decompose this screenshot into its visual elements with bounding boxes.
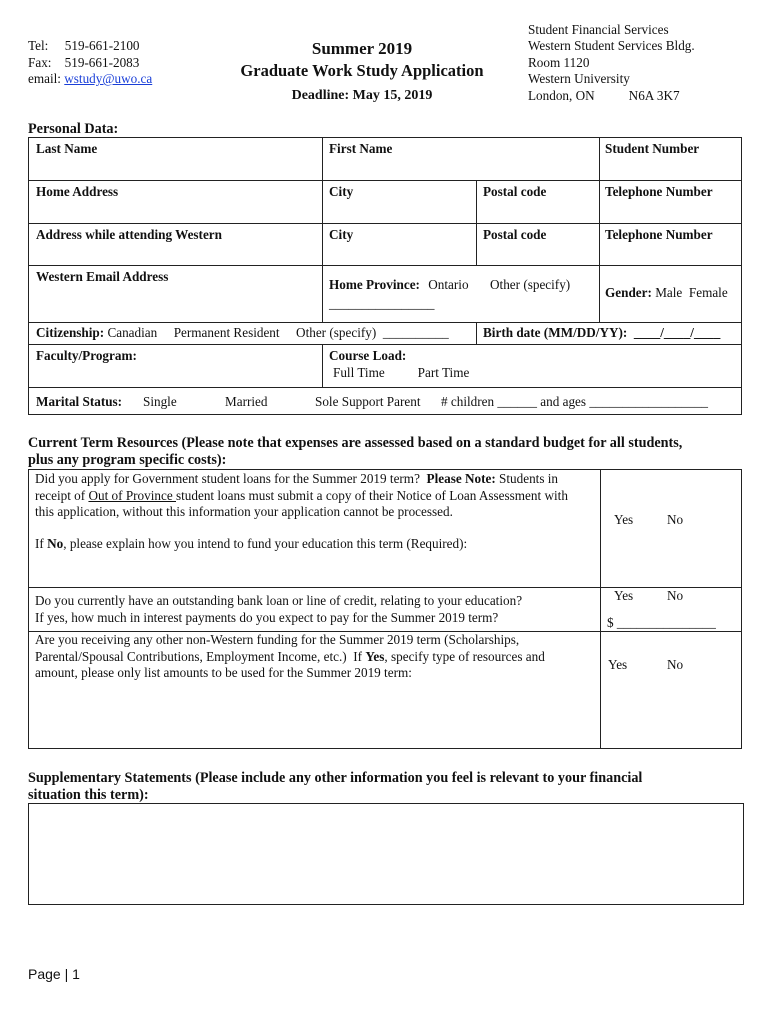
first-name-field[interactable] [328, 158, 594, 176]
address-postal: N6A 3K7 [628, 87, 680, 103]
col-divider [476, 180, 477, 265]
contact-block [28, 38, 152, 88]
address-line-4: Western University [528, 71, 630, 87]
q2-text [35, 593, 522, 626]
q1-please-note: Please Note: [426, 471, 496, 486]
last-name-field[interactable] [34, 158, 318, 176]
row-divider [28, 322, 742, 323]
q1-out-of-province: Out of Province [88, 487, 176, 503]
resources-heading-line-2: plus any program specific costs): [28, 452, 227, 468]
q1-no-option[interactable]: No [667, 512, 684, 527]
western-postal-label: Postal code [483, 227, 547, 242]
student-number-label: Student Number [605, 141, 700, 156]
home-province-label: Home Province: [329, 277, 420, 292]
western-phone-field[interactable] [604, 244, 736, 262]
form-title-block [222, 38, 502, 106]
email-line [28, 71, 152, 88]
q3-text [35, 632, 545, 682]
last-name-label: Last Name [36, 141, 98, 156]
q1-if-no-bold: No [47, 536, 64, 551]
page-number: Page | 1 [28, 966, 80, 982]
q3-no-option[interactable]: No [667, 657, 684, 672]
col-divider [322, 344, 323, 387]
supplementary-heading [28, 770, 748, 804]
col-divider [600, 469, 601, 749]
home-phone-label: Telephone Number [605, 184, 713, 199]
q2-amount-field[interactable]: $ _______________ [607, 615, 716, 630]
home-province-ontario-option[interactable]: Ontario [428, 277, 469, 292]
col-divider [599, 137, 600, 322]
q2-line-2: If yes, how much in interest payments do you expect to pay for the Summer 2019 term? [35, 609, 499, 625]
q1-text [35, 471, 568, 521]
home-city-field[interactable] [328, 201, 472, 219]
q3-resources-field[interactable] [34, 684, 598, 748]
q1-if-no [35, 536, 467, 553]
western-address-field[interactable] [34, 244, 318, 262]
gender-label: Gender: [605, 285, 652, 300]
fax-line: Fax: 519-661-2083 [28, 54, 140, 70]
resources-heading [28, 435, 748, 469]
office-address [528, 22, 695, 104]
q1-explanation-field[interactable] [34, 556, 598, 586]
col-divider [476, 322, 477, 344]
children-ages-field[interactable]: # children ______ and ages __________________ [441, 394, 709, 409]
q1-line-1-a: Did you apply for Government student loans for the Summer 2019 term? [35, 471, 427, 486]
q1-line-3: this application, without this information your application cannot be processed. [35, 504, 453, 519]
q1-line-2-a: receipt of [35, 487, 89, 503]
row-divider [28, 265, 742, 266]
western-postal-field[interactable] [482, 244, 594, 262]
form-subtitle: Graduate Work Study Application [240, 61, 484, 80]
faculty-program-field[interactable] [34, 366, 318, 384]
row-divider [28, 344, 742, 345]
q2-yes-option[interactable]: Yes [614, 588, 634, 603]
q1-line-2 [35, 488, 568, 505]
home-address-label: Home Address [36, 184, 119, 199]
gender-options[interactable]: Male Female [655, 285, 728, 300]
supplementary-statements-field[interactable] [28, 803, 744, 905]
home-province-other-blank[interactable]: ________________ [329, 296, 435, 311]
row-divider [28, 180, 742, 181]
email-address-label: Western Email Address [36, 269, 169, 284]
q3-line-2-c: , specify type of resources and [384, 648, 545, 664]
q1-line-1 [35, 471, 568, 488]
address-line-5 [528, 88, 695, 104]
tel-line: Tel: 519-661-2100 [28, 38, 140, 53]
email-address-field[interactable] [34, 288, 318, 310]
supplementary-heading-line-1: Supplementary Statements (Please include any other information you feel is relevant to your financial [28, 770, 643, 786]
faculty-program-label: Faculty/Program: [36, 348, 137, 363]
marital-single-option[interactable]: Single [143, 394, 177, 409]
marital-status-label: Marital Status: [36, 394, 123, 409]
address-line-3: Room 1120 [528, 54, 590, 70]
citizenship-options[interactable]: Canadian Permanent Resident Other (specify) __________ [107, 325, 449, 340]
q2-line-1: Do you currently have an outstanding bank loan or line of credit, relating to your education? [35, 593, 523, 608]
form-title: Summer 2019 [311, 39, 413, 58]
email-label: email: [28, 71, 65, 86]
birth-date-field[interactable]: Birth date (MM/DD/YY): ____/____/____ [483, 325, 721, 340]
western-address-label: Address while attending Western [36, 227, 222, 242]
home-city-label: City [329, 184, 354, 199]
western-phone-label: Telephone Number [605, 227, 713, 242]
q1-line-1-c: Students in [495, 471, 559, 486]
student-number-field[interactable] [604, 158, 736, 176]
citizenship-row [36, 325, 449, 341]
q1-line-2-c: student loans must submit a copy of their Notice of Loan Assessment with [176, 487, 568, 503]
marital-sole-support-option[interactable]: Sole Support Parent [315, 394, 421, 409]
email-link[interactable]: wstudy@uwo.ca [64, 71, 153, 86]
row-divider [28, 587, 742, 588]
q1-if-a: If [35, 536, 48, 551]
home-postal-field[interactable] [482, 201, 594, 219]
col-divider [322, 137, 323, 322]
q3-line-2 [35, 649, 545, 666]
first-name-label: First Name [329, 141, 393, 156]
address-city: London, ON [528, 87, 595, 103]
home-postal-label: Postal code [483, 184, 547, 199]
q3-yes-option[interactable]: Yes [608, 657, 628, 672]
q2-no-option[interactable]: No [667, 588, 684, 603]
q3-line-1: Are you receiving any other non-Western funding for the Summer 2019 term (Scholarships, [35, 632, 520, 647]
row-divider [28, 387, 742, 388]
home-province-row [329, 277, 469, 293]
resources-heading-line-1: Current Term Resources (Please note that expenses are assessed based on a standard budget for all students, [28, 435, 683, 451]
western-city-field[interactable] [328, 244, 472, 262]
q3-line-2-a: Parental/Spousal Contributions, Employment Income, etc.) If [35, 648, 366, 664]
home-province-other-option[interactable]: Other (specify) [490, 277, 571, 292]
course-load-options[interactable]: Full Time Part Time [333, 365, 470, 380]
row-divider [28, 223, 742, 224]
address-line-1: Student Financial Services [528, 22, 669, 37]
q3-line-3: amount, please only list amounts to be used for the Summer 2019 term: [35, 665, 412, 680]
course-load-label: Course Load: [329, 348, 407, 363]
q1-if-c: , please explain how you intend to fund your education this term (Required): [63, 536, 468, 551]
supplementary-heading-line-2: situation this term): [28, 787, 149, 803]
home-address-field[interactable] [34, 201, 318, 219]
citizenship-label: Citizenship: [36, 325, 105, 340]
deadline: Deadline: May 15, 2019 [291, 88, 433, 103]
address-line-2: Western Student Services Bldg. [528, 38, 695, 54]
q3-yes-bold: Yes [365, 648, 385, 664]
gender-row [605, 285, 728, 301]
home-phone-field[interactable] [604, 201, 736, 219]
marital-married-option[interactable]: Married [225, 394, 268, 409]
q1-yes-option[interactable]: Yes [614, 512, 634, 527]
western-city-label: City [329, 227, 354, 242]
personal-data-heading: Personal Data: [28, 121, 119, 137]
